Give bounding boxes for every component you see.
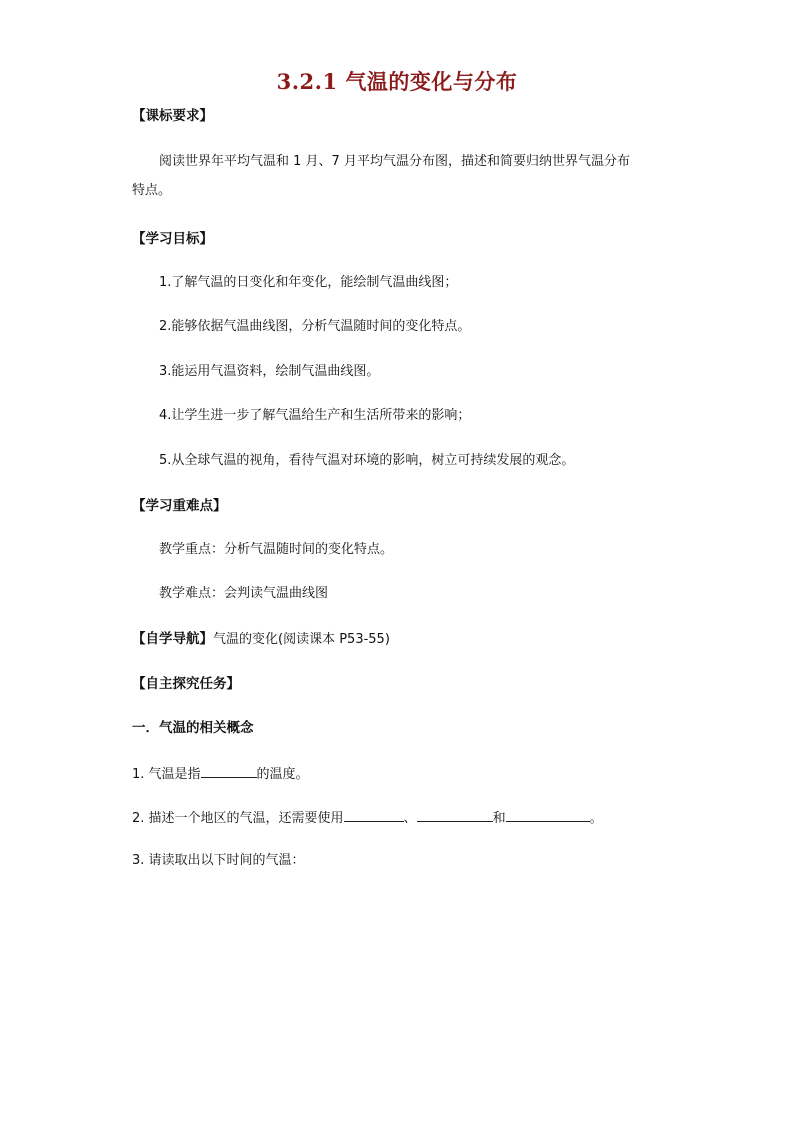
question-2 (132, 808, 603, 828)
task-heading: 【自主探究任务】 (132, 676, 240, 692)
standard-heading: 【课标要求】 (132, 108, 213, 124)
question-2-sep2: 和 (492, 811, 506, 826)
goal-item-2: 2.能够依据气温曲线图，分析气温随时间的变化特点。 (159, 319, 471, 334)
standard-text-line2: 特点。 (132, 183, 172, 198)
question-1 (132, 764, 309, 784)
key-focus: 教学重点：分析气温随时间的变化特点。 (159, 542, 394, 557)
question-2-prefix: 2. 描述一个地区的气温，还需要使用 (132, 811, 344, 826)
question-3: 3. 请读取出以下时间的气温： (132, 853, 305, 868)
goals-heading: 【学习目标】 (132, 231, 213, 247)
question-1-blank[interactable] (201, 764, 257, 778)
question-2-blank-2[interactable] (417, 808, 493, 822)
goal-item-4: 4.让学生进一步了解气温给生产和生活所带来的影响； (159, 408, 471, 423)
question-2-sep1: 、 (403, 811, 417, 826)
question-2-suffix: 。 (589, 811, 603, 826)
part-one-heading: 一．气温的相关概念 (132, 720, 254, 736)
goal-item-5: 5.从全球气温的视角，看待气温对环境的影响，树立可持续发展的观念。 (159, 453, 575, 468)
standard-text-line1: 阅读世界年平均气温和 1 月、7 月平均气温分布图，描述和简要归纳世界气温分布 (159, 154, 630, 169)
self-guide-row (132, 630, 390, 649)
key-points-heading: 【学习重难点】 (132, 498, 227, 514)
goal-item-1: 1.了解气温的日变化和年变化，能绘制气温曲线图； (159, 275, 458, 290)
key-difficulty: 教学难点：会判读气温曲线图 (159, 586, 329, 601)
page-title: 3.2.1 气温的变化与分布 (276, 69, 518, 94)
question-2-blank-3[interactable] (506, 808, 590, 822)
goal-item-3: 3.能运用气温资料，绘制气温曲线图。 (159, 364, 380, 379)
question-1-prefix: 1. 气温是指 (132, 767, 201, 782)
self-guide-text: 气温的变化(阅读课本 P53-55) (213, 632, 390, 647)
question-2-blank-1[interactable] (344, 808, 404, 822)
self-guide-heading: 【自学导航】 (132, 631, 213, 647)
question-1-suffix: 的温度。 (256, 767, 309, 782)
